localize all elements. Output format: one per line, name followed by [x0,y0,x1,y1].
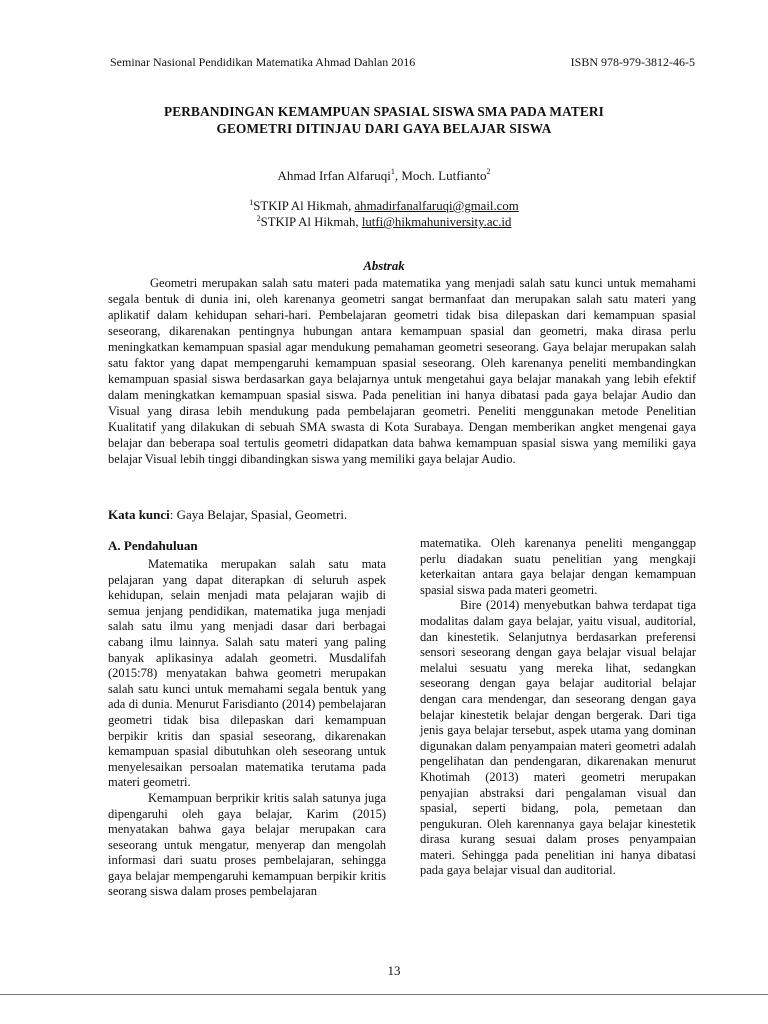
running-header-isbn: ISBN 978-979-3812-46-5 [570,55,695,69]
affiliation-institution: STKIP Al Hikmah, [253,199,355,213]
affiliation-mark: 1 [249,198,254,207]
author-list [100,168,668,184]
author-affiliation-mark: 1 [390,167,395,176]
keywords [108,507,347,523]
keywords-text: : Gaya Belajar, Spasial, Geometri. [169,507,348,522]
paper-title-line-2: GEOMETRI DITINJAU DARI GAYA BELAJAR SISWA [216,121,552,136]
affiliation-mark: 2 [256,214,261,223]
keywords-label: Kata kunci [108,507,170,522]
paper-title [100,103,668,137]
affiliation-1 [100,199,668,214]
author-separator: , [394,168,402,183]
running-header-left: Seminar Nasional Pendidikan Matematika Ahmad Dahlan 2016 [110,55,416,69]
abstract-paragraph: Geometri merupakan salah satu materi pada matematika yang menjadi salah satu kunci untuk memahami segala bentuk di dunia ini, oleh karenanya geometri sangat bermanfaat dan merupakan salah satu materi yang aplikatif dalam kehidupan sehari-hari. Pembelajaran geometri tidak bisa dilepaskan dari kemampuan spasial seseorang, dikarenakan pentingnya hubungan antara kemampuan spasial dan geometri, maka dirasa perlu meningkatkan kemampuan spasial agar mendukung pemahaman geometri seseorang. Gaya belajar merupakan salah satu faktor yang dapat mempengaruhi kemampuan spasial seseorang. Oleh karenanya peneliti membandingkan kemampuan spasial siswa berdasarkan gaya belajarnya untuk mengetahui gaya belajar manakah yang lebih efektif dalam meningkatkan kemampuan spasial siswa. Pada penelitian ini hanya dibatasi pada gaya belajar Audio dan Visual yang dirasa lebih mendukung pada pembelajaran geometri. Peneliti menggunakan metode Penelitian Kualitatif yang dilakukan di sebuah SMA swasta di Kota Surabaya. Dengan memberikan angket mengenai gaya belajar dan beberapa soal tertulis geometri didapatkan data bahwa kemampuan spasial siswa yang memiliki gaya belajar Visual lebih tinggi dibandingkan siswa yang memiliki gaya belajar Audio. [108,276,696,466]
author-name: Ahmad Irfan Alfaruqi [277,168,391,183]
affiliation-institution: STKIP Al Hikmah, [260,215,362,229]
body-paragraph: matematika. Oleh karenanya peneliti menganggap perlu diadakan suatu penelitian yang mengkaji keterkaitan antara gaya belajar dengan kemampuan spasial siswa pada materi geometri. [420,536,696,597]
section-heading: A. Pendahuluan [108,538,198,553]
paper-title-line-1: PERBANDINGAN KEMAMPUAN SPASIAL SISWA SMA PADA MATERI [164,104,604,119]
affiliation-email-link[interactable]: ahmadirfanalfaruqi@gmail.com [354,199,519,213]
abstract-body [108,275,696,467]
abstract-heading: Abstrak [363,259,405,273]
author-affiliation-mark: 2 [486,167,491,176]
footer-rule [0,994,768,995]
body-paragraph: Bire (2014) menyebutkan bahwa terdapat tiga modalitas dalam gaya belajar, yaitu visual, auditorial, dan kinestetik. Selanjutnya berdasarkan preferensi sensori seseorang dengan gaya belajar visual belajar melalui sesuatu yang mereka lihat, sedangkan seseorang dengan gaya belajar auditorial belajar dengan cara mendengar, dan seseorang dengan gaya belajar kinestetik belajar dengan bergerak. Dari tiga jenis gaya belajar tersebut, aspek utama yang dominan digunakan dalam penyampaian materi geometri adalah pengelihatan dan pendengaran, dikarenakan menurut Khotimah (2013) materi geometri merupakan penyajian abstraksi dari pengalaman visual dan spasial, seperti bidang, pola, pemetaan dan pengukuran. Oleh karennanya gaya belajar kinestetik dirasa kurang sesuai dalam proses penyampaian materi. Sehingga pada penelitian ini hanya dibatasi pada gaya belajar visual dan auditorial. [420,598,696,878]
page-number: 13 [387,963,401,978]
affiliation-email-link[interactable]: lutfi@hikmahuniversity.ac.id [361,215,512,229]
right-column [420,536,696,879]
body-paragraph: Matematika merupakan salah satu mata pelajaran yang dapat diterapkan di seluruh aspek kehidupan, selain menjadi mata pelajaran wajib di semua jenjang pendidikan, matematika juga menjadi salah satu ilmu yang menjadi dasar dari berbagai cabang ilmu lainnya. Salah satu materi yang paling banyak aplikasinya adalah geometri. Musdalifah (2015:78) menyatakan bahwa geometri merupakan salah satu kunci untuk memahami segala bentuk yang ada di dunia. Menurut Farisdianto (2014) pembelajaran geometri tidak bisa dilepaskan dari kemampuan berpikir kritis dan spasial seseorang, dikarenakan kemampuan spasial dibutuhkan oleh seseorang untuk menyelesaikan persoalan matematika terutama pada materi geometri. [108,557,386,790]
affiliation-2 [100,215,668,230]
left-column [108,557,386,900]
author-name: Moch. Lutfianto [401,168,487,183]
body-paragraph: Kemampuan berprikir kritis salah satunya juga dipengaruhi oleh gaya belajar, Karim (2015) menyatakan bahwa gaya belajar merupakan cara seseorang untuk mengatur, menyerap dan mengolah informasi dari suatu proses pembelajaran, sehingga gaya belajar mempengaruhi kemampuan berpikir kritis seorang siswa dalam proses pembelajaran [108,790,386,899]
